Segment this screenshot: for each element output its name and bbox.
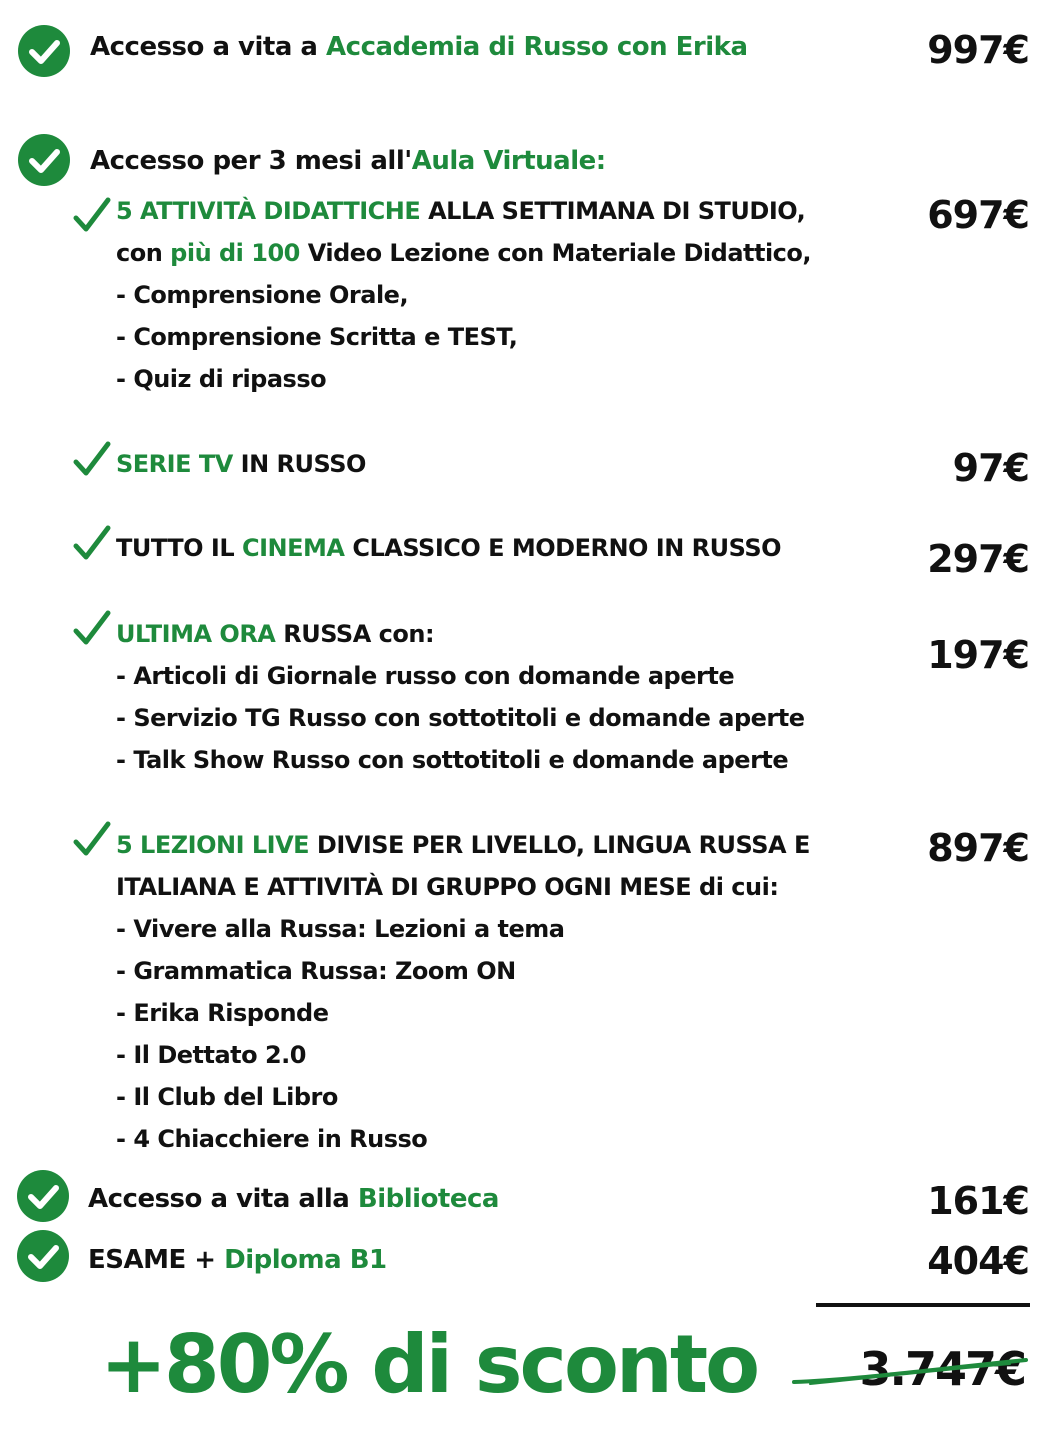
list-item: - Talk Show Russo con sottotitoli e domande aperte — [116, 746, 789, 774]
item-highlight: 5 LEZIONI LIVE — [116, 831, 310, 859]
cinema-item — [116, 534, 781, 562]
list-item: - Il Dettato 2.0 — [116, 1041, 306, 1069]
item-text: ITALIANA E ATTIVITÀ DI GRUPPO OGNI MESE di cui: — [116, 873, 779, 901]
item-highlight: più di 100 — [170, 239, 300, 267]
total-divider — [816, 1303, 1030, 1307]
item-highlight: Diploma B1 — [224, 1245, 387, 1275]
total-price-original: 3.747€ — [859, 1342, 1025, 1396]
item-text: DIVISE PER LIVELLO, LINGUA RUSSA E — [309, 831, 810, 859]
list-item: - Vivere alla Russa: Lezioni a tema — [116, 915, 565, 943]
exam-diploma-item — [88, 1245, 387, 1275]
item-highlight: CINEMA — [242, 534, 345, 562]
item-text: Accesso per 3 mesi all' — [90, 146, 412, 176]
item-highlight: Aula Virtuale: — [411, 146, 606, 176]
list-item: - Grammatica Russa: Zoom ON — [116, 957, 516, 985]
item-text: con — [116, 239, 171, 267]
list-item: - Il Club del Libro — [116, 1083, 338, 1111]
item-text: CLASSICO E MODERNO IN RUSSO — [344, 534, 782, 562]
item-text: ALLA SETTIMANA DI STUDIO, — [420, 197, 806, 225]
item-text: RUSSA con: — [275, 620, 435, 648]
checkmark-icon — [72, 440, 112, 478]
price-cinema: 297€ — [927, 537, 1029, 581]
virtual-classroom-item — [90, 146, 606, 176]
check-circle-icon — [17, 1230, 69, 1282]
price-tv-series: 97€ — [952, 446, 1029, 490]
discount-headline: +80% di sconto — [100, 1318, 758, 1411]
list-item: - 4 Chiacchiere in Russo — [116, 1125, 428, 1153]
price-lifetime-access: 997€ — [927, 28, 1029, 72]
checkmark-icon — [72, 820, 112, 858]
tv-series-item — [116, 450, 366, 478]
checkmark-icon — [72, 196, 112, 234]
item-highlight: ULTIMA ORA — [116, 620, 276, 648]
price-live-lessons: 897€ — [927, 826, 1029, 870]
list-item: - Erika Risponde — [116, 999, 329, 1027]
price-didactic-activities: 697€ — [927, 193, 1029, 237]
item-highlight: SERIE TV — [116, 450, 233, 478]
didactic-activities-block — [116, 190, 811, 400]
item-highlight: Biblioteca — [357, 1184, 499, 1214]
checkmark-icon — [72, 609, 112, 647]
item-highlight: 5 ATTIVITÀ DIDATTICHE — [116, 197, 421, 225]
item-text: IN RUSSO — [232, 450, 366, 478]
item-text: Video Lezione con Materiale Didattico, — [299, 239, 812, 267]
item-text: ESAME + — [88, 1245, 225, 1275]
item-text: Accesso a vita a — [90, 32, 327, 62]
list-item: - Articoli di Giornale russo con domande aperte — [116, 662, 735, 690]
list-item: - Servizio TG Russo con sottotitoli e domande aperte — [116, 704, 805, 732]
item-text: Accesso a vita alla — [88, 1184, 358, 1214]
list-item: - Comprensione Orale, — [116, 281, 409, 309]
list-item: - Comprensione Scritta e TEST, — [116, 323, 518, 351]
item-text: TUTTO IL — [116, 534, 242, 562]
price-exam-diploma: 404€ — [927, 1239, 1029, 1283]
check-circle-icon — [17, 1170, 69, 1222]
check-circle-icon — [18, 25, 70, 77]
check-circle-icon — [18, 134, 70, 186]
lifetime-access-item — [90, 32, 748, 62]
latest-news-block — [116, 613, 805, 781]
live-lessons-block — [116, 824, 810, 1160]
strikethrough-icon — [790, 1352, 1030, 1392]
checkmark-icon — [72, 524, 112, 562]
price-latest-news: 197€ — [927, 633, 1029, 677]
list-item: - Quiz di ripasso — [116, 365, 327, 393]
item-highlight: Accademia di Russo con Erika — [326, 32, 748, 62]
price-library: 161€ — [927, 1179, 1029, 1223]
library-item — [88, 1184, 499, 1214]
